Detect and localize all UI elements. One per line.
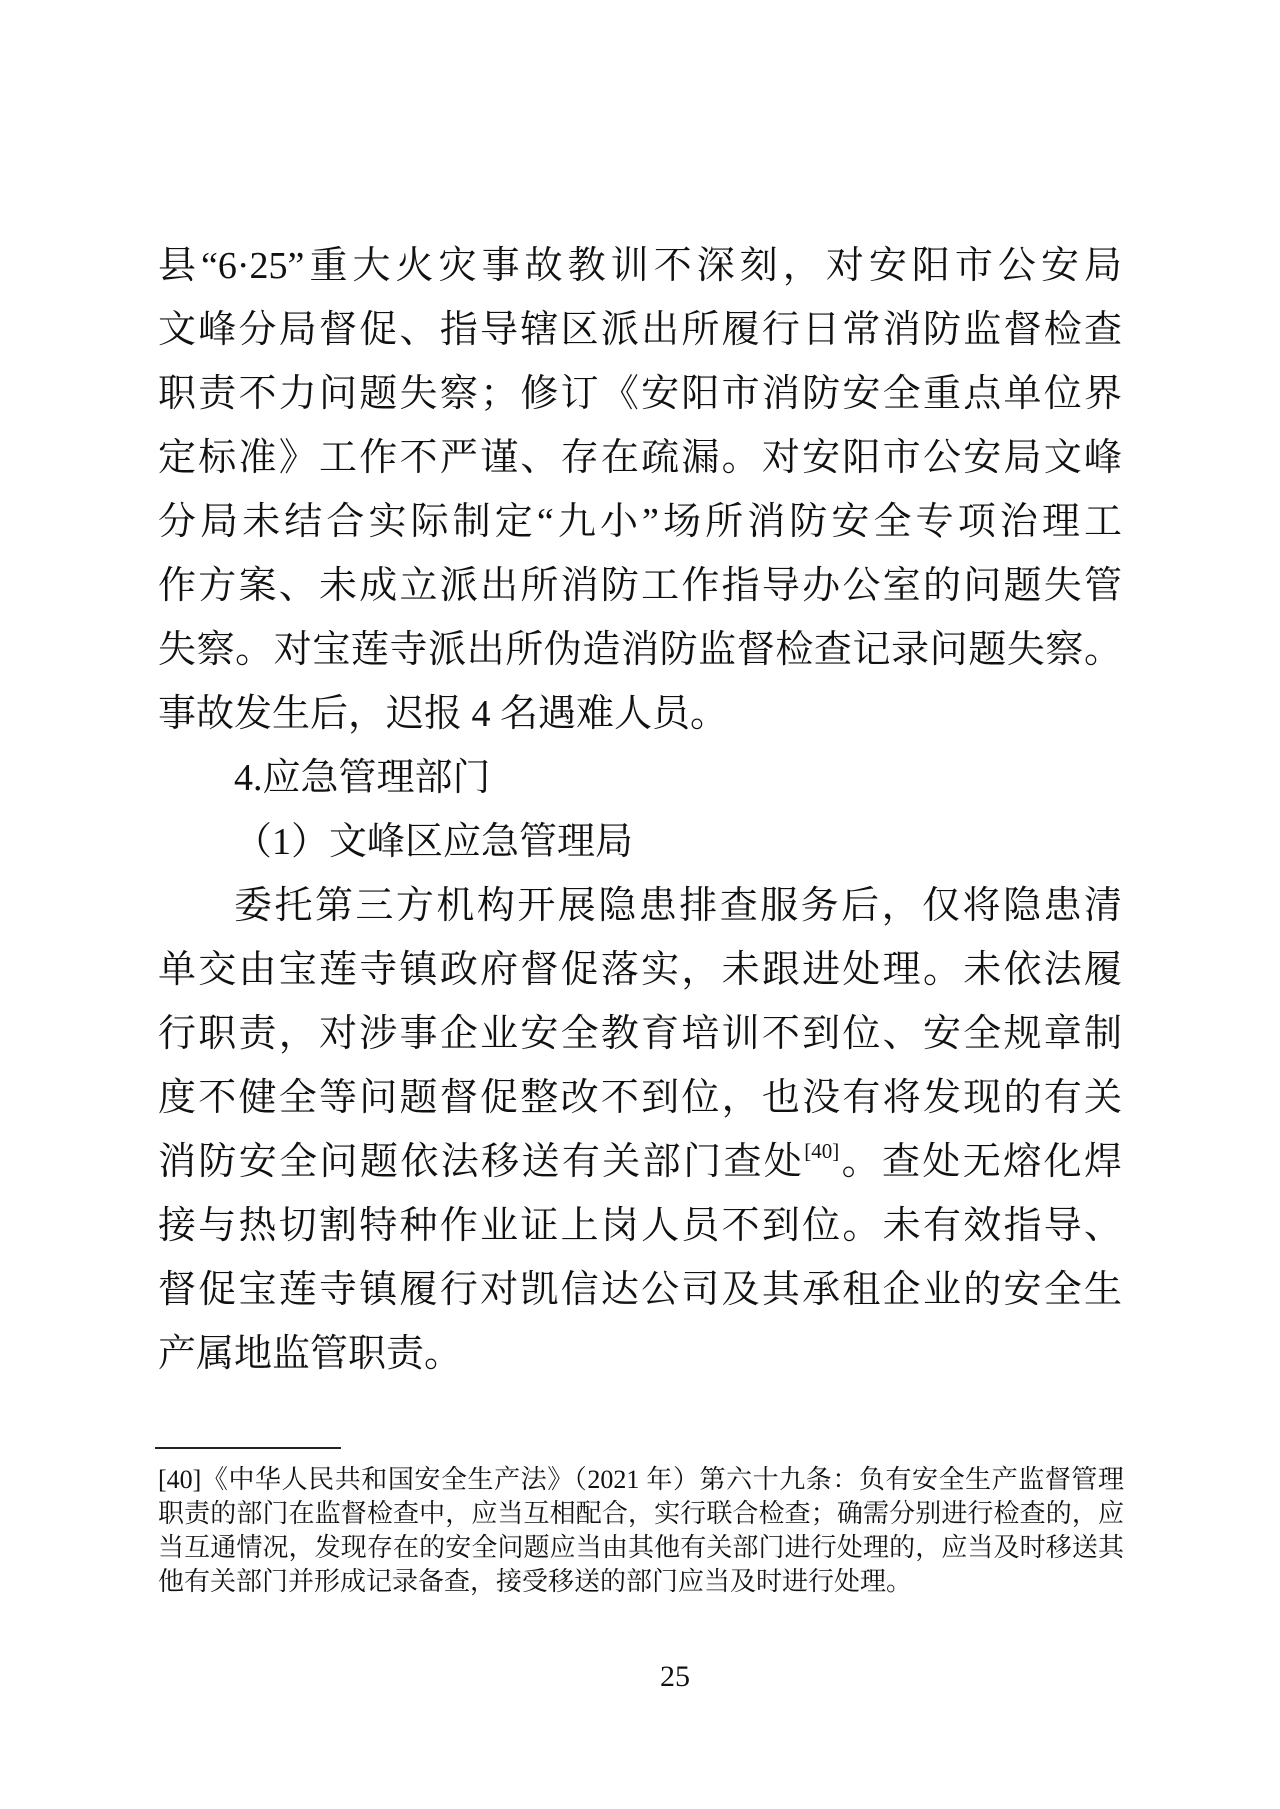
footnote-reference: [40] <box>804 1139 840 1163</box>
footnote-line: [40]《中华人民共和国安全生产法》（2021 年）第六十九条：负有安全生产监督管理 <box>158 1465 1124 1494</box>
body-line: 督促宝莲寺镇履行对凯信达公司及其承租企业的安全生 <box>158 1269 1122 1311</box>
body-line: 产属地监管职责。 <box>158 1333 463 1375</box>
body-line: 县“6·25”重大火灾事故教训不深刻，对安阳市公安局 <box>158 245 1122 287</box>
section-heading: 4.应急管理部门 <box>234 757 491 799</box>
body-line: 接与热切割特种作业证上岗人员不到位。未有效指导、 <box>158 1205 1122 1247</box>
footnote-separator <box>155 1447 341 1449</box>
body-line-text: 消防安全问题依法移送有关部门查处 <box>158 1141 805 1183</box>
body-line: 度不健全等问题督促整改不到位，也没有将发现的有关 <box>158 1077 1122 1119</box>
footnote-block <box>158 1463 1124 1599</box>
body-line: 事故发生后，迟报 4 名遇难人员。 <box>158 693 729 735</box>
body-line: 作方案、未成立派出所消防工作指导办公室的问题失管 <box>158 565 1122 607</box>
body-line: 单交由宝莲寺镇政府督促落实，未跟进处理。未依法履 <box>158 949 1122 991</box>
body-line: 委托第三方机构开展隐患排查服务后，仅将隐患清 <box>234 885 1122 927</box>
subsection-heading: （1）文峰区应急管理局 <box>234 821 634 863</box>
body-line: 分局未结合实际制定“九小”场所消防安全专项治理工 <box>158 501 1122 543</box>
page-number: 25 <box>660 1660 690 1693</box>
body-line: 文峰分局督促、指导辖区派出所履行日常消防监督检查 <box>158 309 1122 351</box>
body-line: 行职责，对涉事企业安全教育培训不到位、安全规章制 <box>158 1013 1122 1055</box>
body-line <box>158 1130 1122 1194</box>
body-line: 职责不力问题失察；修订《安阳市消防安全重点单位界 <box>158 373 1122 415</box>
body-text-block <box>158 234 1122 1386</box>
body-line: 失察。对宝莲寺派出所伪造消防监督检查记录问题失察。 <box>158 629 1122 671</box>
footnote-line: 当互通情况，发现存在的安全问题应当由其他有关部门进行处理的，应当及时移送其 <box>158 1533 1124 1562</box>
body-line: 定标准》工作不严谨、存在疏漏。对安阳市公安局文峰 <box>158 437 1122 479</box>
footnote-line: 他有关部门并形成记录备查，接受移送的部门应当及时进行处理。 <box>158 1567 913 1596</box>
body-line-text: 。查处无熔化焊 <box>839 1141 1122 1183</box>
footnote-line: 职责的部门在监督检查中，应当互相配合，实行联合检查；确需分别进行检查的，应 <box>158 1499 1124 1528</box>
